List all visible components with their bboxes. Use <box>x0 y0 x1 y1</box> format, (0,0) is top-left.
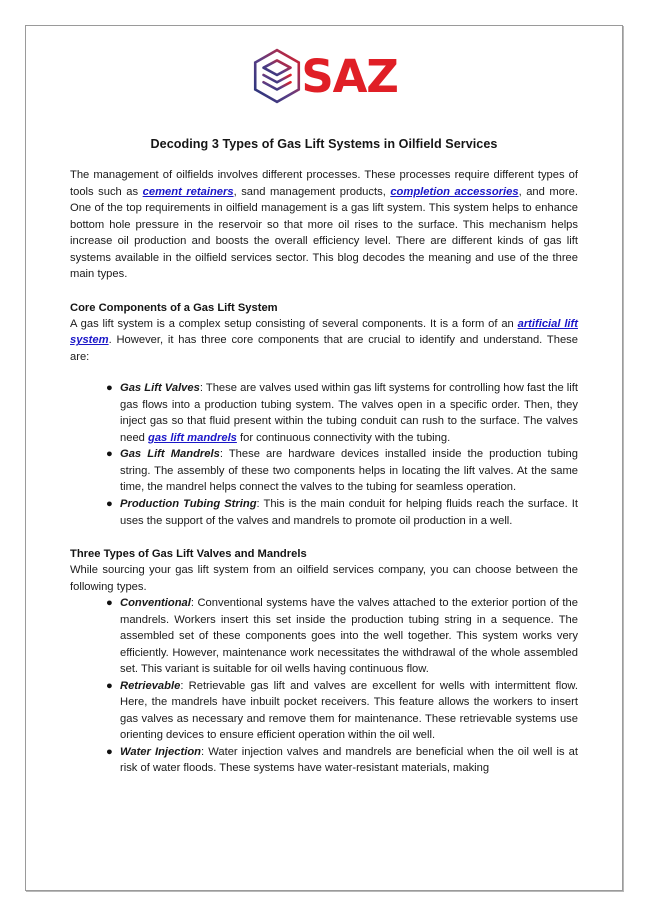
page-title: Decoding 3 Types of Gas Lift Systems in Oilfield Services <box>150 137 498 151</box>
link-completion-accessories[interactable]: completion accessories <box>390 185 519 198</box>
list-item-term: Conventional <box>120 597 191 610</box>
list-item <box>70 380 578 446</box>
document-page <box>25 25 623 891</box>
section1-text-a: A gas lift system is a complex setup consisting of several components. It is a form of an <box>70 317 518 330</box>
list-item <box>70 744 578 777</box>
list-item-text-a: : This is the main conduit for helping fluids reach the surface. It uses the support of the valves and mandrels to promote oil production in a well. <box>120 498 578 527</box>
intro-text-b: , sand management products, <box>233 185 391 198</box>
brand-wordmark: SAZ <box>301 49 398 103</box>
bullet-icon: ● <box>106 382 113 395</box>
bullet-icon: ● <box>106 745 113 758</box>
list-item-text-a: : These are hardware devices installed inside the production tubing string. The assembly of these two components helps in locating the lift valves. At the same time, the mandrel helps connect the valves to the tubing for seamless operation. <box>120 448 578 494</box>
bullet-icon: ● <box>106 597 113 610</box>
section1-text-b: . However, it has three core components that are crucial to identify and understand. These are: <box>70 334 578 363</box>
intro-text-c: , and more. One of the top requirements in oilfield management is a gas lift system. This system helps to enhance bottom hole pressure in the reservoir so that more oil rises to the surface. This mechanism helps increase oil production and boosts the overall efficiency level. There are different kinds of gas lift systems available in the oilfield services sector. This blog decodes the meaning and use of the three main types. <box>70 185 578 281</box>
core-components-list <box>70 380 578 529</box>
link-artificial-lift-system[interactable]: artificial lift system <box>70 317 578 347</box>
section1-paragraph <box>70 316 578 366</box>
list-item-text-a: : These are valves used within gas lift systems for controlling how fast the lift gas flows into a production tubing system. The valves open in a specific order. Then, they inject gas so that fluid present within the tubing conduit can rush to the surface. The valves need <box>120 382 578 444</box>
list-item-term: Gas Lift Valves <box>120 382 200 395</box>
list-item <box>70 446 578 496</box>
list-item-term: Retrievable <box>120 679 181 692</box>
intro-text-a: The management of oilfields involves different processes. These processes require different types of tools such as <box>70 169 578 198</box>
section-heading-three-types: Three Types of Gas Lift Valves and Mandrels <box>70 548 307 561</box>
bullet-icon: ● <box>106 448 113 461</box>
list-item-term: Production Tubing String <box>120 498 257 510</box>
link-cement-retainers[interactable]: cement retainers <box>142 185 234 198</box>
three-types-list <box>70 595 578 777</box>
list-item-term: Gas Lift Mandrels <box>120 448 220 461</box>
bullet-icon: ● <box>106 679 113 692</box>
brand-header <box>70 45 578 107</box>
list-item <box>70 595 578 678</box>
saz-hexagon-logo-icon <box>250 48 304 104</box>
list-item-text-a: : Retrievable gas lift and valves are excellent for wells with intermittent flow. Here, the mandrels have inbuilt pocket receivers. This feature allows the workers to insert gas valves as necessary and remove them for maintenance. These retrievable systems use orienting devices to ensure efficient operation within the oil well. <box>120 679 578 742</box>
link-gas-lift-mandrels[interactable]: gas lift mandrels <box>148 431 237 444</box>
list-item-text-a: : Water injection valves and mandrels are beneficial when the oil well is at risk of water floods. These systems have water-resistant materials, making <box>120 745 579 775</box>
section2-paragraph: While sourcing your gas lift system from an oilfield services company, you can choose between the following types. <box>70 564 578 593</box>
list-item-term: Water Injection <box>120 745 201 758</box>
section-heading-core-components: Core Components of a Gas Lift System <box>70 301 278 314</box>
bullet-icon: ● <box>106 498 113 510</box>
list-item-text-b: for continuous connectivity with the tubing. <box>236 431 451 444</box>
page-content <box>26 26 622 777</box>
list-item <box>70 496 578 529</box>
list-item <box>70 678 578 744</box>
intro-paragraph <box>70 167 578 283</box>
list-item-text-a: : Conventional systems have the valves attached to the exterior portion of the mandrels. Workers insert this set inside the production tubing string in a sequence. The assembled set of these components goes into the well together. This system works very efficiently. However, maintenance work necessitates the withdrawal of the whole assembled set. This variant is suitable for oil wells having continuous flow. <box>120 597 578 676</box>
